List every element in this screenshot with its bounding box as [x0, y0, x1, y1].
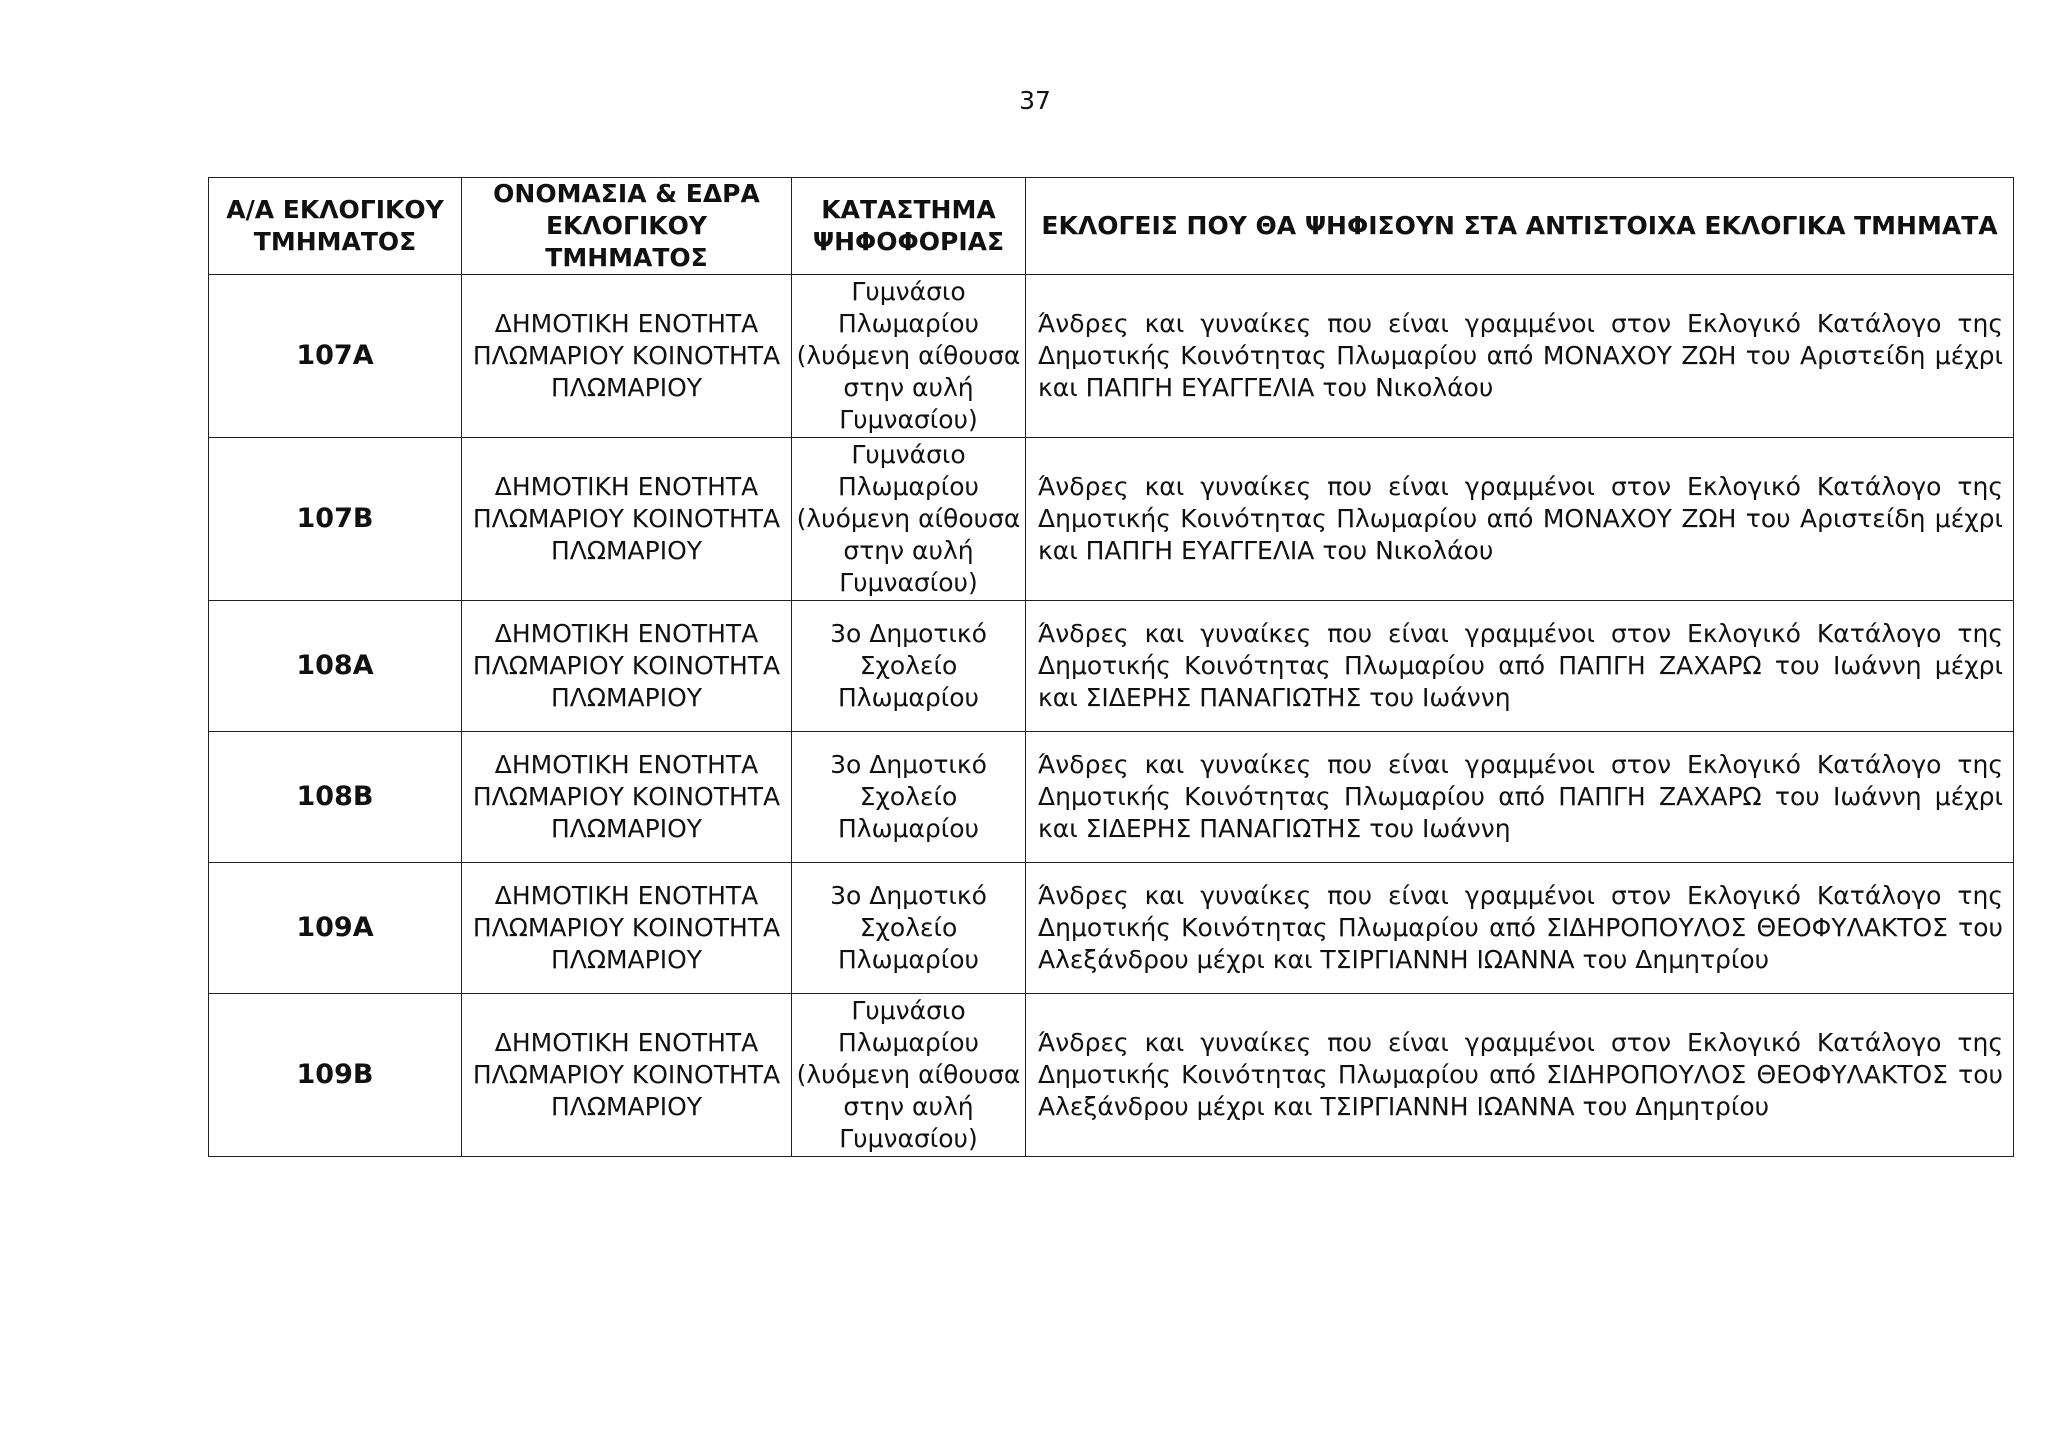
- voters-description: Άνδρες και γυναίκες που είναι γραμμένοι στον Εκλογικό Κατάλογο της Δημοτικής Κοινότητας Πλωμαρίου από ΠΑΠΓΗ ΖΑΧΑΡΩ του Ιωάννη μέχρι και ΣΙΔΕΡΗΣ ΠΑΝΑΓΙΩΤΗΣ του Ιωάννη: [1026, 732, 2014, 863]
- section-number: 107Β: [209, 438, 462, 601]
- table-row: [209, 994, 2014, 1157]
- voters-description: Άνδρες και γυναίκες που είναι γραμμένοι στον Εκλογικό Κατάλογο της Δημοτικής Κοινότητας Πλωμαρίου από ΠΑΠΓΗ ΖΑΧΑΡΩ του Ιωάννη μέχρι και ΣΙΔΕΡΗΣ ΠΑΝΑΓΙΩΤΗΣ του Ιωάννη: [1026, 601, 2014, 732]
- voters-description: Άνδρες και γυναίκες που είναι γραμμένοι στον Εκλογικό Κατάλογο της Δημοτικής Κοινότητας Πλωμαρίου από ΣΙΔΗΡΟΠΟΥΛΟΣ ΘΕΟΦΥΛΑΚΤΟΣ του Αλεξάνδρου μέχρι και ΤΣΙΡΓΙΑΝΝΗ ΙΩΑΝΝΑ του Δημητρίου: [1026, 994, 2014, 1157]
- column-header-voters: ΕΚΛΟΓΕΙΣ ΠΟΥ ΘΑ ΨΗΦΙΣΟΥΝ ΣΤΑ ΑΝΤΙΣΤΟΙΧΑ ΕΚΛΟΓΙΚΑ ΤΜΗΜΑΤΑ: [1026, 178, 2014, 275]
- section-number: 108Α: [209, 601, 462, 732]
- column-header-section-number: Α/Α ΕΚΛΟΓΙΚΟΥ ΤΜΗΜΑΤΟΣ: [209, 178, 462, 275]
- polling-station: Γυμνάσιο Πλωμαρίου (λυόμενη αίθουσα στην αυλή Γυμνασίου): [792, 275, 1026, 438]
- polling-station: 3ο Δημοτικό Σχολείο Πλωμαρίου: [792, 863, 1026, 994]
- table-row: [209, 275, 2014, 438]
- column-header-section-name: ΟΝΟΜΑΣΙΑ & ΕΔΡΑ ΕΚΛΟΓΙΚΟΥ ΤΜΗΜΑΤΟΣ: [462, 178, 792, 275]
- voters-description: Άνδρες και γυναίκες που είναι γραμμένοι στον Εκλογικό Κατάλογο της Δημοτικής Κοινότητας Πλωμαρίου από ΜΟΝΑΧΟΥ ΖΩΗ του Αριστείδη μέχρι και ΠΑΠΓΗ ΕΥΑΓΓΕΛΙΑ του Νικολάου: [1026, 275, 2014, 438]
- section-name: ΔΗΜΟΤΙΚΗ ΕΝΟΤΗΤΑ ΠΛΩΜΑΡΙΟΥ ΚΟΙΝΟΤΗΤΑ ΠΛΩΜΑΡΙΟΥ: [462, 732, 792, 863]
- section-name: ΔΗΜΟΤΙΚΗ ΕΝΟΤΗΤΑ ΠΛΩΜΑΡΙΟΥ ΚΟΙΝΟΤΗΤΑ ΠΛΩΜΑΡΙΟΥ: [462, 863, 792, 994]
- table-header-row: [209, 178, 2014, 275]
- table-row: [209, 438, 2014, 601]
- page-number: 37: [1019, 86, 1051, 115]
- voters-description: Άνδρες και γυναίκες που είναι γραμμένοι στον Εκλογικό Κατάλογο της Δημοτικής Κοινότητας Πλωμαρίου από ΣΙΔΗΡΟΠΟΥΛΟΣ ΘΕΟΦΥΛΑΚΤΟΣ του Αλεξάνδρου μέχρι και ΤΣΙΡΓΙΑΝΝΗ ΙΩΑΝΝΑ του Δημητρίου: [1026, 863, 2014, 994]
- polling-station: Γυμνάσιο Πλωμαρίου (λυόμενη αίθουσα στην αυλή Γυμνασίου): [792, 438, 1026, 601]
- section-name: ΔΗΜΟΤΙΚΗ ΕΝΟΤΗΤΑ ΠΛΩΜΑΡΙΟΥ ΚΟΙΝΟΤΗΤΑ ΠΛΩΜΑΡΙΟΥ: [462, 438, 792, 601]
- voters-description: Άνδρες και γυναίκες που είναι γραμμένοι στον Εκλογικό Κατάλογο της Δημοτικής Κοινότητας Πλωμαρίου από ΜΟΝΑΧΟΥ ΖΩΗ του Αριστείδη μέχρι και ΠΑΠΓΗ ΕΥΑΓΓΕΛΙΑ του Νικολάου: [1026, 438, 2014, 601]
- section-number: 108Β: [209, 732, 462, 863]
- column-header-polling-station: ΚΑΤΑΣΤΗΜΑ ΨΗΦΟΦΟΡΙΑΣ: [792, 178, 1026, 275]
- polling-station: 3ο Δημοτικό Σχολείο Πλωμαρίου: [792, 732, 1026, 863]
- section-number: 109Β: [209, 994, 462, 1157]
- section-name: ΔΗΜΟΤΙΚΗ ΕΝΟΤΗΤΑ ΠΛΩΜΑΡΙΟΥ ΚΟΙΝΟΤΗΤΑ ΠΛΩΜΑΡΙΟΥ: [462, 994, 792, 1157]
- polling-sections-table: [208, 177, 2014, 1157]
- polling-station: 3ο Δημοτικό Σχολείο Πλωμαρίου: [792, 601, 1026, 732]
- polling-station: Γυμνάσιο Πλωμαρίου (λυόμενη αίθουσα στην αυλή Γυμνασίου): [792, 994, 1026, 1157]
- table-row: [209, 863, 2014, 994]
- table-row: [209, 732, 2014, 863]
- section-number: 107Α: [209, 275, 462, 438]
- section-name: ΔΗΜΟΤΙΚΗ ΕΝΟΤΗΤΑ ΠΛΩΜΑΡΙΟΥ ΚΟΙΝΟΤΗΤΑ ΠΛΩΜΑΡΙΟΥ: [462, 601, 792, 732]
- table-row: [209, 601, 2014, 732]
- section-name: ΔΗΜΟΤΙΚΗ ΕΝΟΤΗΤΑ ΠΛΩΜΑΡΙΟΥ ΚΟΙΝΟΤΗΤΑ ΠΛΩΜΑΡΙΟΥ: [462, 275, 792, 438]
- section-number: 109Α: [209, 863, 462, 994]
